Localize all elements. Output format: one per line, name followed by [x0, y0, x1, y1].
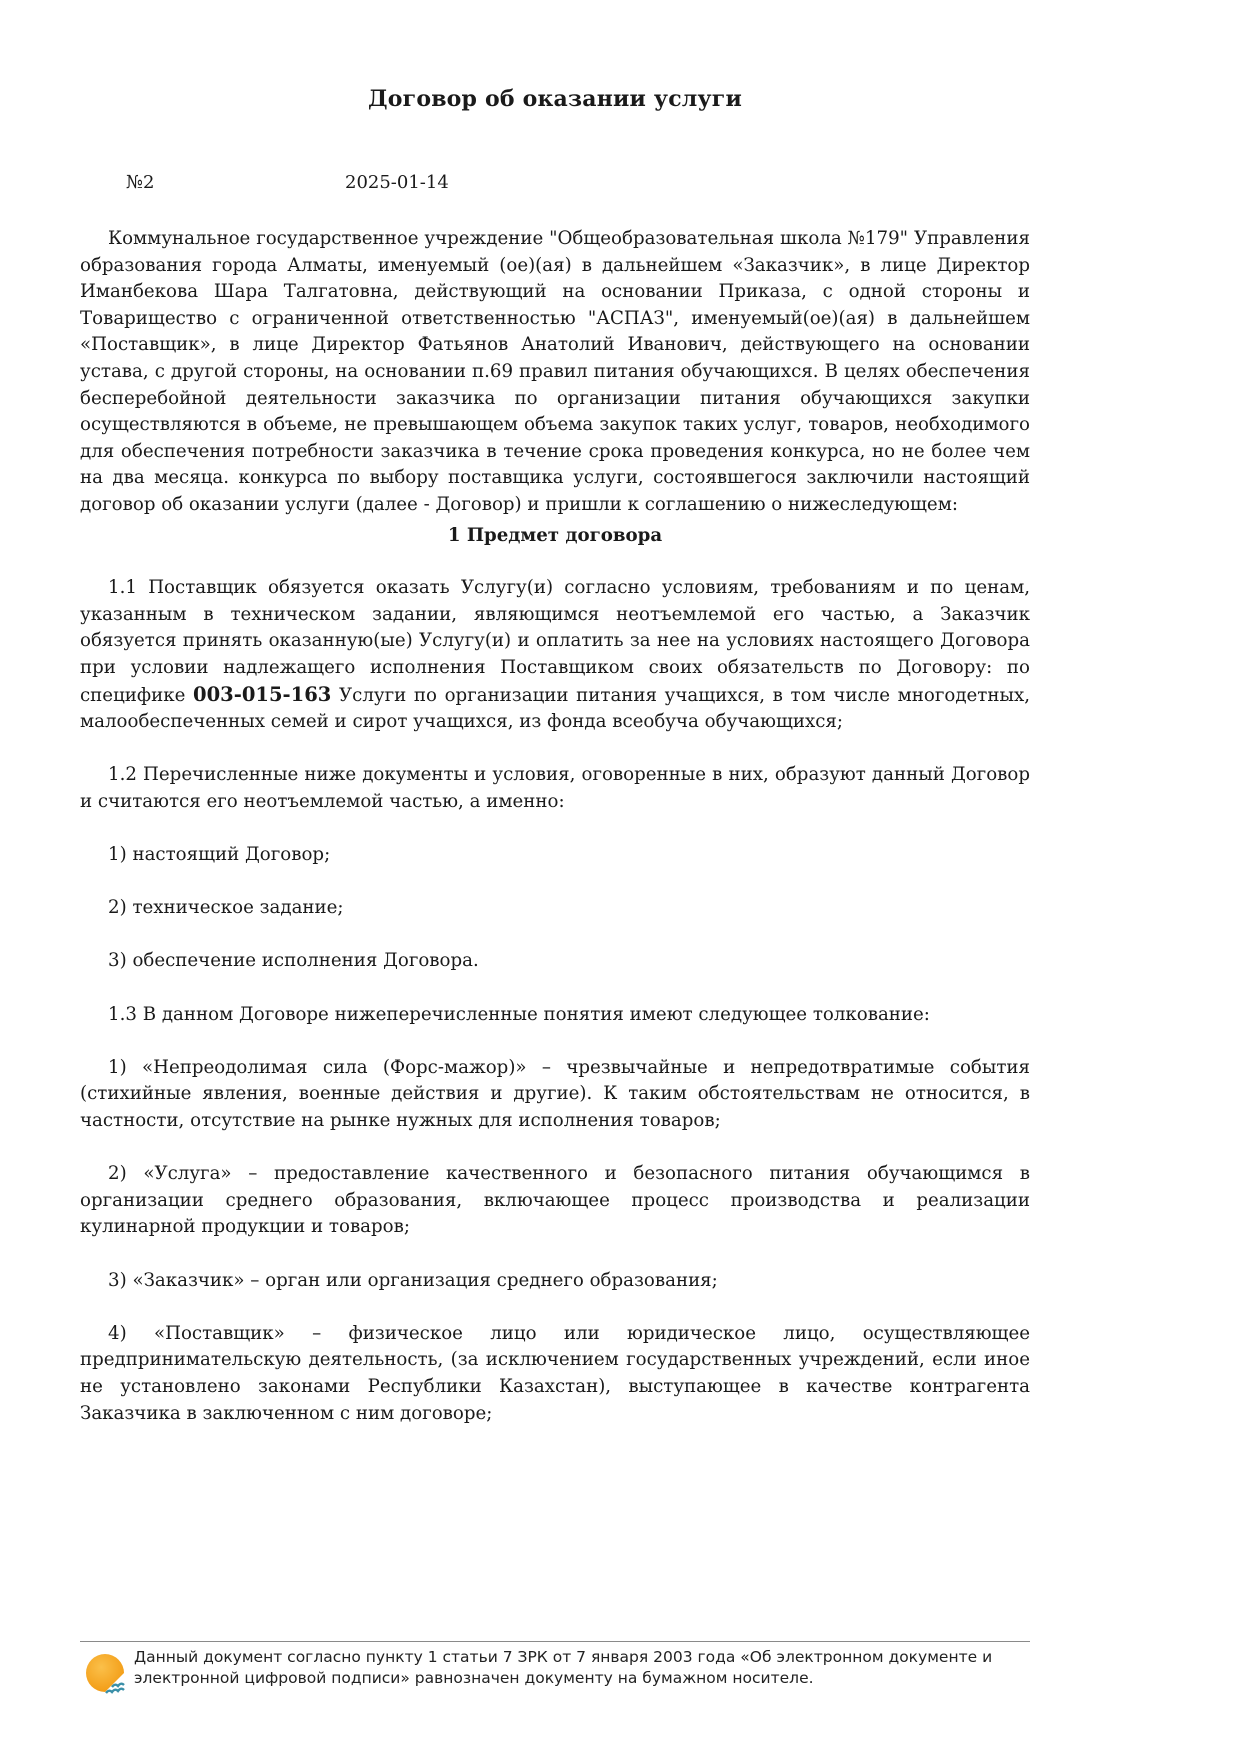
clause-1-1-text-end: Услуги по организации питания учащихся, в том числе многодетных, малообеспеченных семей и сирот учащихся, из фонда всеобуча обучающихся; — [80, 684, 1030, 733]
definition-item: 4) «Поставщик» – физическое лицо или юридическое лицо, осуществляющее предпринимательскую деятельность, (за исключением государственных учреждений, если иное не установлено законами Республики Казахстан), выступающее в качестве контрагента Заказчика в заключенном с ним договоре; — [80, 1322, 1030, 1424]
footer-divider — [80, 1641, 1030, 1642]
contract-date: 2025-01-14 — [345, 172, 449, 193]
footer — [80, 1645, 1030, 1705]
clause-1-1-text: 1.1 Поставщик обязуется оказать Услугу(и) согласно условиям, требованиям и по ценам, указанным в техническом задании, являющимся неотъемлемой его частью, а Заказчик обязуется принять оказанную(ые) Услугу(и) и оплатить за нее на условиях настоящего Договора при условии надлежащего исполнения Поставщиком своих обязательств по Договору: по специфике — [80, 577, 1030, 706]
document-body — [80, 226, 1030, 1454]
doc-list-item: 3) обеспечение исполнения Договора. — [108, 950, 479, 972]
section-heading: 1 Предмет договора — [447, 524, 663, 546]
definition-item: 3) «Заказчик» – орган или организация среднего образования; — [108, 1269, 718, 1291]
definition-item: 2) «Услуга» – предоставление качественного и безопасного питания обучающимся в организации среднего образования, включающее процесс производства и реализации кулинарной продукции и товаров; — [80, 1163, 1030, 1238]
doc-list-item: 1) настоящий Договор; — [108, 844, 331, 866]
clause-1-1 — [80, 575, 1030, 736]
document-title: Договор об оказании услуги — [368, 86, 742, 112]
footer-legal-text: Данный документ согласно пункту 1 статьи 7 ЗРК от 7 января 2003 года «Об электронном документе и электронной цифровой подписи» равнозначен документу на бумажном носителе. — [134, 1648, 993, 1687]
egov-sun-logo-icon — [84, 1651, 130, 1697]
intro-paragraph: Коммунальное государственное учреждение "Общеобразовательная школа №179" Управления образования города Алматы, именуемый (ое)(ая) в дальнейшем «Заказчик», в лице Директор Иманбекова Шара Талгатовна, действующий на основании Приказа, с одной стороны и Товарищество с ограниченной ответственностью "АСПАЗ", именуемый(ое)(ая) в дальнейшем «Поставщик», в лице Директор Фатьянов Анатолий Иванович, действующего на основании устава, с другой стороны, на основании п.69 правил питания обучающихся. В целях обеспечения бесперебойной деятельности заказчика по организации питания обучающихся закупки осуществляются в объеме, не превышающем объема закупок таких услуг, товаров, необходимого для обеспечения потребности заказчика в течение срока проведения конкурса, но не более чем на два месяца. конкурса по выбору поставщика услуги, состоявшегося заключили настоящий договор об оказании услуги (далее - Договор) и пришли к соглашению о нижеследующем: — [80, 228, 1030, 515]
definition-item: 1) «Непреодолимая сила (Форс-мажор)» – чрезвычайные и непредотвратимые события (стихийные явления, военные действия и другие). К таким обстоятельствам не относится, в частности, отсутствие на рынке нужных для исполнения товаров; — [80, 1056, 1030, 1131]
spec-code: 003-015-163 — [193, 682, 332, 706]
clause-1-3: 1.3 В данном Договоре нижеперечисленные понятия имеют следующее толкование: — [108, 1003, 930, 1025]
clause-1-2: 1.2 Перечисленные ниже документы и условия, оговоренные в них, образуют данный Договор и считаются его неотъемлемой частью, а именно: — [80, 764, 1030, 812]
doc-list-item: 2) техническое задание; — [108, 897, 344, 919]
contract-number: №2 — [126, 172, 155, 193]
